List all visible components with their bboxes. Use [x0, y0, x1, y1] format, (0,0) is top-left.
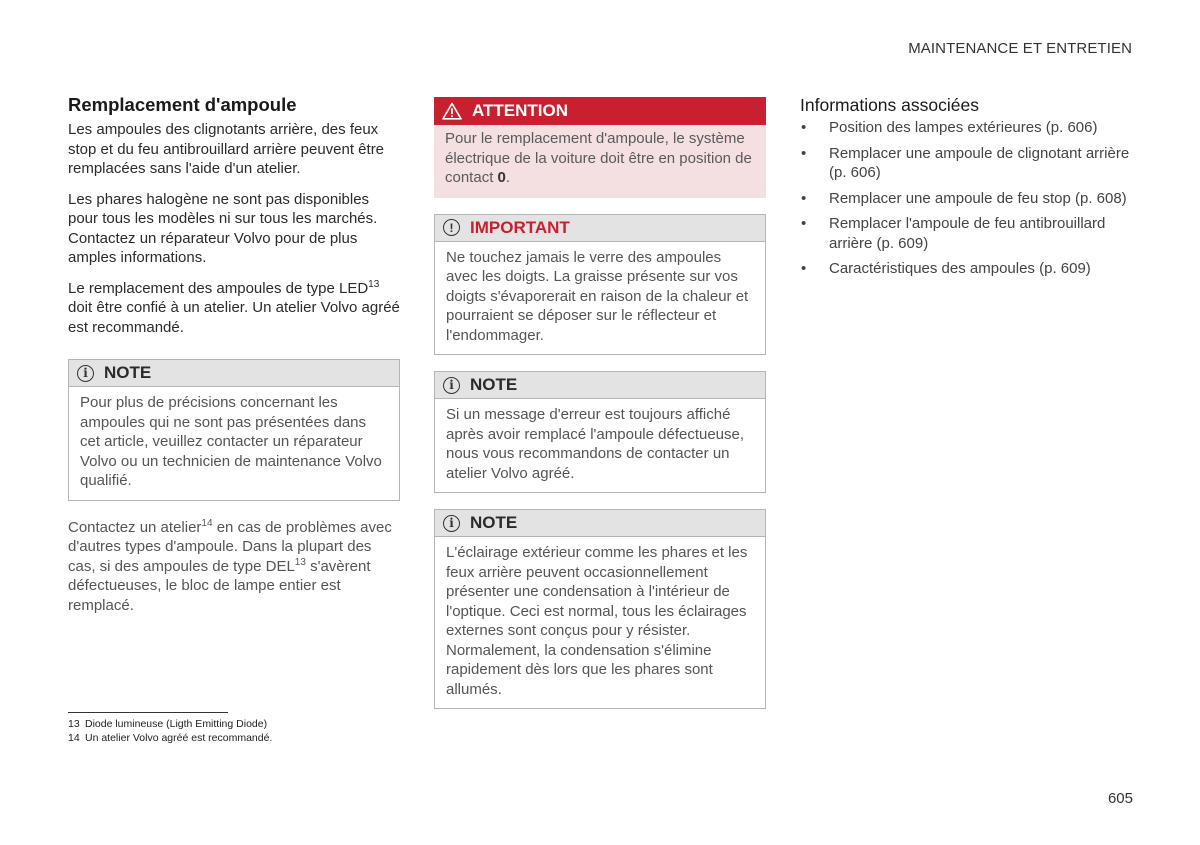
- led-text-b: doit être confié à un atelier. Un atelier Volvo agréé est recommandé.: [68, 299, 400, 336]
- info-circle-icon: i: [443, 377, 460, 394]
- note-text: Pour plus de précisions concernant les ampoules qui ne sont pas présentées dans cet article, veuillez contacter un réparateur Volvo ou un technicien de maintenance Volvo qualifié.: [80, 394, 382, 489]
- attention-header: [434, 97, 766, 125]
- other-text-b: en cas de problèmes avec d'autres types d'ampoule. Dans la plupart des cas, si des ampoules de type DEL: [68, 518, 392, 575]
- bullet-icon: •: [801, 119, 807, 136]
- related-link[interactable]: • Remplacer l'ampoule de feu antibrouillard arrière (p. 609): [801, 215, 1106, 252]
- footnote-item: [68, 731, 272, 745]
- related-link[interactable]: • Remplacer une ampoule de feu stop (p. 608): [801, 189, 1127, 207]
- footnote-ref-14[interactable]: 14: [201, 517, 213, 529]
- info-circle-icon: i: [443, 515, 460, 532]
- warning-triangle-icon: [442, 102, 462, 120]
- attention-text: [434, 125, 766, 198]
- footnote-divider: [68, 712, 228, 713]
- bullet-icon: •: [801, 215, 807, 232]
- info-circle-icon: i: [77, 365, 94, 382]
- note-box-condensation: [434, 509, 766, 709]
- running-header: MAINTENANCE ET ENTRETIEN: [908, 40, 1132, 57]
- bullet-icon: •: [801, 260, 807, 277]
- important-box: [434, 214, 766, 356]
- footnote-number: 14: [68, 732, 80, 744]
- note-label: NOTE: [104, 363, 152, 382]
- attention-box: [434, 97, 766, 198]
- related-link[interactable]: • Remplacer une ampoule de clignotant arrière (p. 606): [801, 144, 1130, 181]
- note-header: [69, 360, 399, 387]
- note-label-error: NOTE: [470, 375, 518, 394]
- paragraph-led: [68, 279, 400, 338]
- note-label-condensation: NOTE: [470, 513, 518, 532]
- column-left: [68, 94, 400, 626]
- footnote-item: [68, 717, 272, 731]
- important-label: IMPORTANT: [470, 217, 570, 237]
- column-middle: [434, 97, 766, 709]
- paragraph-other-bulbs: [68, 518, 400, 616]
- note-box-error: [434, 371, 766, 493]
- other-text-a: Contactez un atelier: [68, 518, 202, 536]
- related-link[interactable]: • Caractéristiques des ampoules (p. 609): [801, 260, 1091, 277]
- bullet-icon: •: [801, 144, 807, 162]
- page-number: 605: [1107, 790, 1133, 807]
- attention-text-a: Pour le remplacement d'ampoule, le système électrique de la voiture doit être en position de contact: [445, 130, 752, 186]
- other-text-c: s'avèrent défectueuses, le bloc de lampe entier est remplacé.: [68, 557, 371, 614]
- footnote-number: 13: [68, 718, 80, 730]
- note-box: [68, 359, 400, 501]
- led-text-a: Le remplacement des ampoules de type LED: [68, 279, 369, 297]
- footnotes: [68, 717, 272, 745]
- paragraph-halogen: Les phares halogène ne sont pas disponibles pour tous les modèles ni sur tous les marchés. Contactez un réparateur Volvo pour de plus amples informations.: [68, 190, 378, 266]
- attention-text-b: .: [505, 169, 511, 186]
- important-text: Ne touchez jamais le verre des ampoules avec les doigts. La graisse présente sur vos doigts s'évaporerait en raison de la chaleur et pourraient se déposer sur le réflecteur et l'endommager.: [446, 248, 749, 344]
- note-header-condensation: [435, 510, 765, 537]
- exclamation-circle-icon: !: [443, 219, 460, 236]
- footnote-text: Un atelier Volvo agréé est recommandé.: [85, 732, 273, 744]
- bullet-icon: •: [801, 189, 807, 207]
- footnote-ref-13b[interactable]: 13: [294, 556, 306, 568]
- paragraph-intro: Les ampoules des clignotants arrière, des feux stop et du feu antibrouillard arrière peuvent être remplacées sans l'aide d'un atelier.: [68, 121, 385, 177]
- note-text-condensation: L'éclairage extérieur comme les phares et les feux arrière peuvent occasionnellement présenter une condensation à l'intérieur de l'optique. Ceci est normal, tous les éclairages externes sont conçus pour y résister. Normalement, la condensation s'élimine rapidement dès lors que les phares sont allumés.: [446, 544, 748, 698]
- related-info-title: Informations associées: [800, 95, 979, 115]
- footnote-ref-13[interactable]: 13: [368, 278, 380, 290]
- important-header: [435, 215, 765, 242]
- column-right: [800, 94, 1140, 285]
- attention-text-bold: 0: [497, 169, 506, 186]
- related-links-list: [800, 118, 1140, 279]
- related-link[interactable]: • Position des lampes extérieures (p. 606): [801, 119, 1098, 136]
- footnote-text: Diode lumineuse (Ligth Emitting Diode): [85, 718, 268, 730]
- attention-label: ATTENTION: [472, 101, 569, 120]
- note-text-error: Si un message d'erreur est toujours affiché après avoir remplacé l'ampoule défectueuse, nous vous recommandons de contacter un atelier Volvo agréé.: [446, 406, 745, 482]
- section-title: Remplacement d'ampoule: [68, 94, 297, 115]
- note-header-error: [435, 372, 765, 399]
